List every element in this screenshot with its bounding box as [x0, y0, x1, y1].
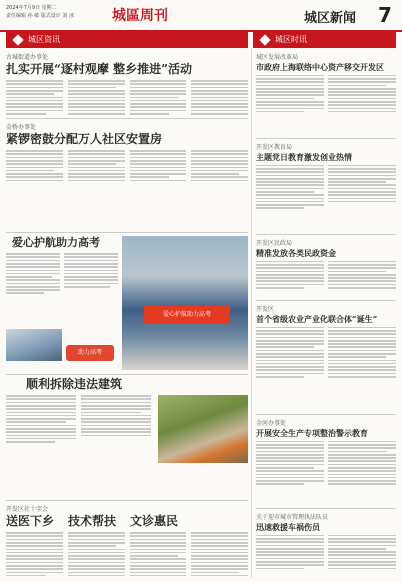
- article-demolition: [6, 374, 248, 444]
- page-header: [0, 0, 402, 32]
- article-kicker: 金河办事处: [256, 420, 287, 427]
- band-right: 城区时讯: [253, 32, 396, 48]
- article-party-day: [256, 138, 396, 211]
- article-title: 市政府上海联络中心资产移交开发区: [256, 62, 384, 72]
- article-kicker: 城区发展改革局: [256, 54, 299, 61]
- section-title: 城区新闻: [304, 11, 357, 26]
- exam-sign: 爱心护航助力高考: [144, 306, 230, 324]
- article-jinqiao: [6, 118, 248, 183]
- demolition-photo: [158, 395, 248, 463]
- article-agri-union: [256, 300, 396, 379]
- article-title: 主题党日教育激发创业热情: [256, 152, 352, 162]
- exam-photo-left: [6, 329, 62, 361]
- article-rescue: [256, 508, 396, 571]
- article-title: 首个省级农业产业化联合体“诞生”: [256, 314, 378, 324]
- article-kicker: 古城街道办事处: [6, 54, 49, 61]
- article-title: 爱心护航助力高考: [12, 236, 100, 249]
- article-shanghai: [256, 52, 396, 114]
- article-gucheng: [6, 52, 248, 116]
- page-number: 7: [378, 3, 392, 27]
- article-title: 精准发放各类民政资金: [256, 248, 336, 258]
- article-kicker: 开发区教育局: [256, 144, 293, 151]
- date-line: 2024年7月9日 星期二: [6, 5, 57, 11]
- article-civil-funds: [256, 234, 396, 290]
- exam-photo-main: [122, 236, 248, 370]
- article-title: 紧锣密鼓分配万人社区安置房: [6, 132, 163, 146]
- article-kicker: 开发区: [256, 306, 275, 313]
- article-kicker: 金桥办事处: [6, 124, 37, 131]
- title-part-2: 技术帮扶: [68, 514, 117, 528]
- article-kicker: 开发区民政局: [256, 240, 293, 247]
- title-part-1: 送医下乡: [6, 514, 55, 528]
- article-safety: [256, 414, 396, 487]
- editor-line: 责任编辑 孙 敏 版式设计 刘 冰: [6, 13, 74, 19]
- paper-name: 城區周刊: [112, 8, 168, 24]
- column-divider: [251, 48, 252, 578]
- exam-banner: 助力高考: [66, 345, 114, 361]
- article-red-cross: [6, 500, 248, 578]
- article-title: 开展安全生产专项整治警示教育: [256, 428, 368, 438]
- article-title: 迅速救援车祸伤员: [256, 522, 320, 532]
- article-title: 顺利拆除违法建筑: [26, 377, 123, 391]
- band-left: 城区资讯: [6, 32, 248, 48]
- title-part-3: 文诊惠民: [130, 514, 179, 528]
- article-kicker: 关于迎市城市管理执法队员: [256, 514, 329, 521]
- article-kicker: 开发区社十字会: [6, 506, 49, 513]
- article-title: 扎实开展“逐村观摩 整乡推进”活动: [6, 62, 192, 76]
